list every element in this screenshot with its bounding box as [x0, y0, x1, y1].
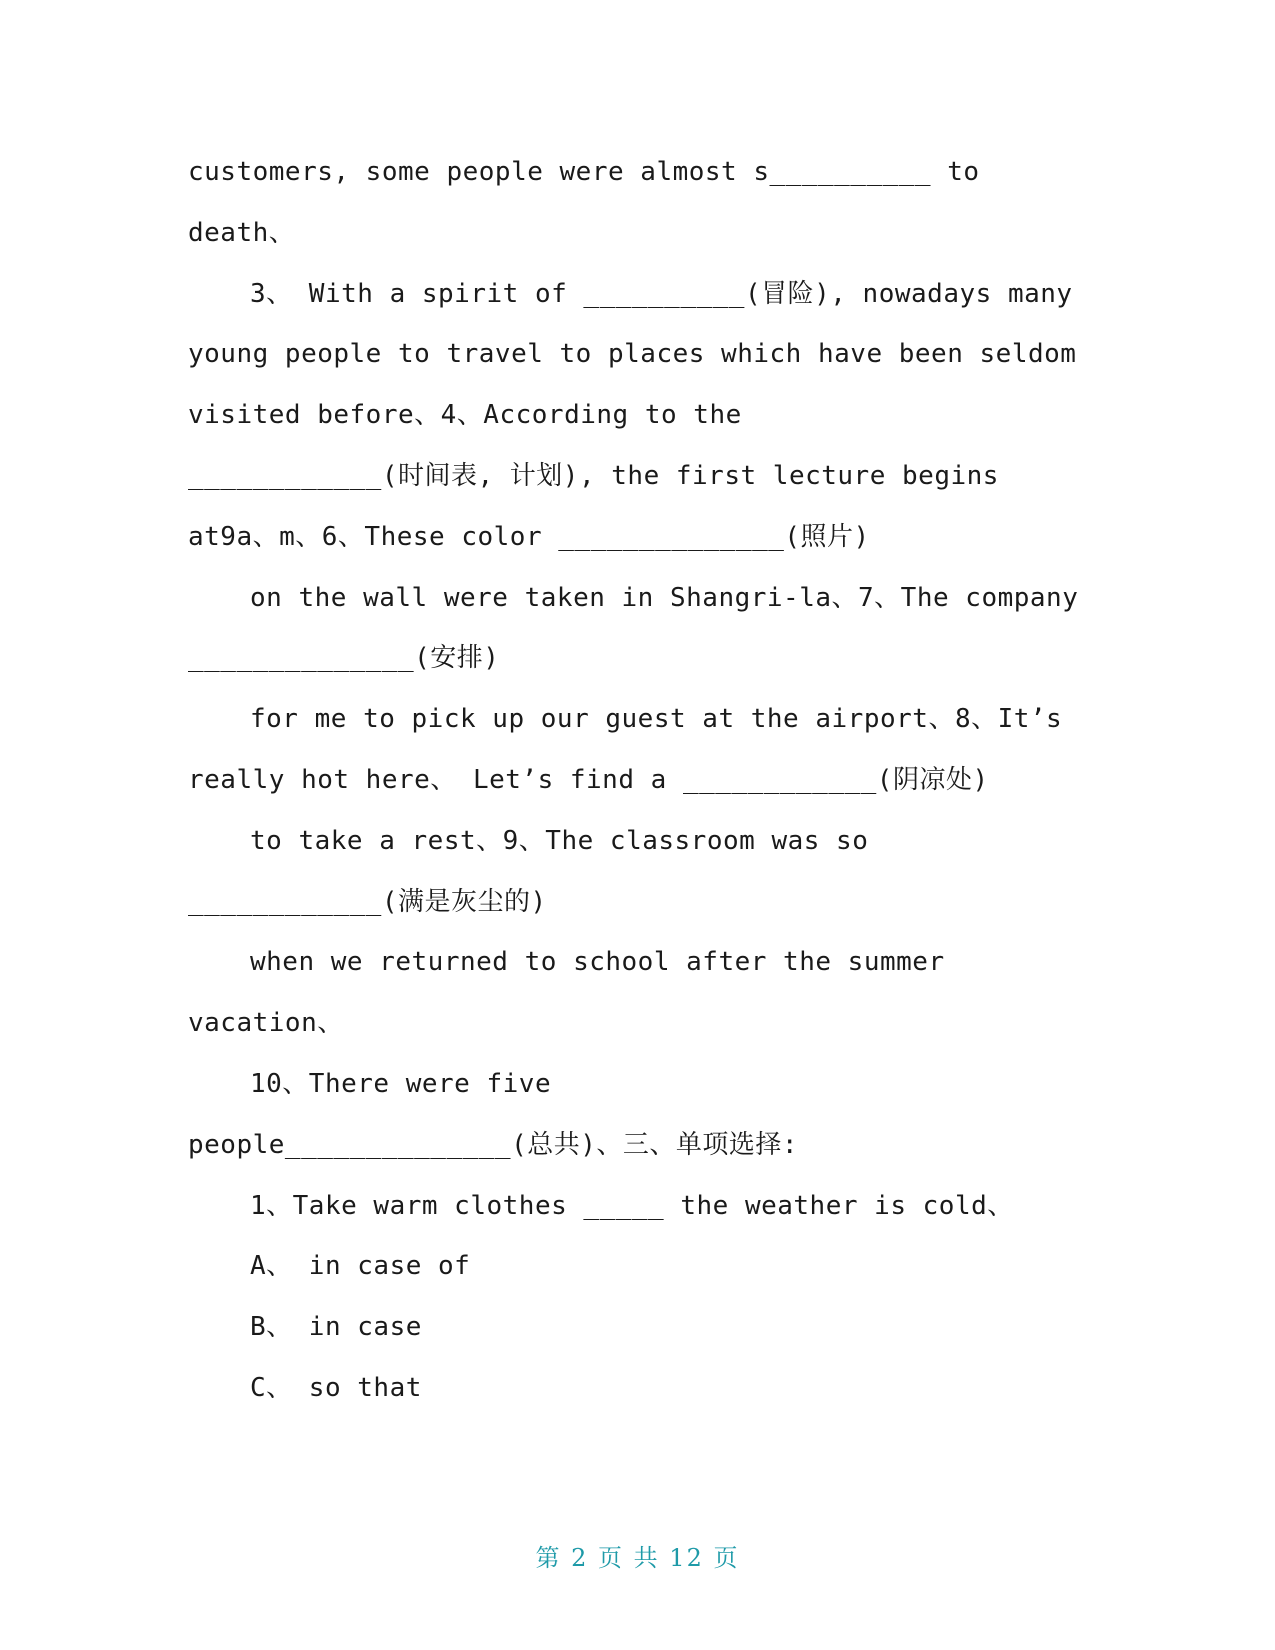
- text-line-6: ____________(时间表, 计划), the first lecture begins: [188, 460, 999, 491]
- mc-option-c: C、 so that: [250, 1372, 422, 1403]
- question-3-line: 3、 With a spirit of __________(冒险), nowadays many: [250, 278, 1073, 309]
- text-line-11: really hot here、 Let’s find a ____________(阴凉处): [188, 764, 989, 795]
- text-line-9: ______________(安排): [188, 643, 500, 674]
- text-line-14: when we returned to school after the summer: [250, 947, 945, 978]
- text-line-2: death、: [188, 217, 296, 248]
- text-line-1: customers, some people were almost s__________ to: [188, 157, 980, 187]
- mc-option-b: B、 in case: [250, 1312, 422, 1343]
- text-line-4: young people to travel to places which have been seldom: [188, 339, 1077, 370]
- page-number-footer: 第 2 页 共 12 页: [535, 1544, 740, 1572]
- text-line-13: ____________(满是灰尘的): [188, 886, 547, 917]
- text-line-10: for me to pick up our guest at the airport、8、It’s: [250, 704, 1063, 735]
- text-line-5: visited before、4、According to the: [188, 400, 742, 431]
- text-line-15: vacation、: [188, 1008, 344, 1039]
- mc-option-a: A、 in case of: [250, 1251, 471, 1282]
- document-body: [188, 142, 1088, 1419]
- question-10-line: 10、There were five: [250, 1068, 552, 1099]
- text-line-7: at9a、m、6、These color ______________(照片): [188, 521, 870, 552]
- text-line-8: on the wall were taken in Shangri-la、7、The company: [250, 582, 1079, 613]
- text-line-17: people______________(总共)、三、单项选择:: [188, 1129, 799, 1160]
- mc-question-1: 1、Take warm clothes _____ the weather is cold、: [250, 1190, 1014, 1221]
- text-line-12: to take a rest、9、The classroom was so: [250, 825, 869, 856]
